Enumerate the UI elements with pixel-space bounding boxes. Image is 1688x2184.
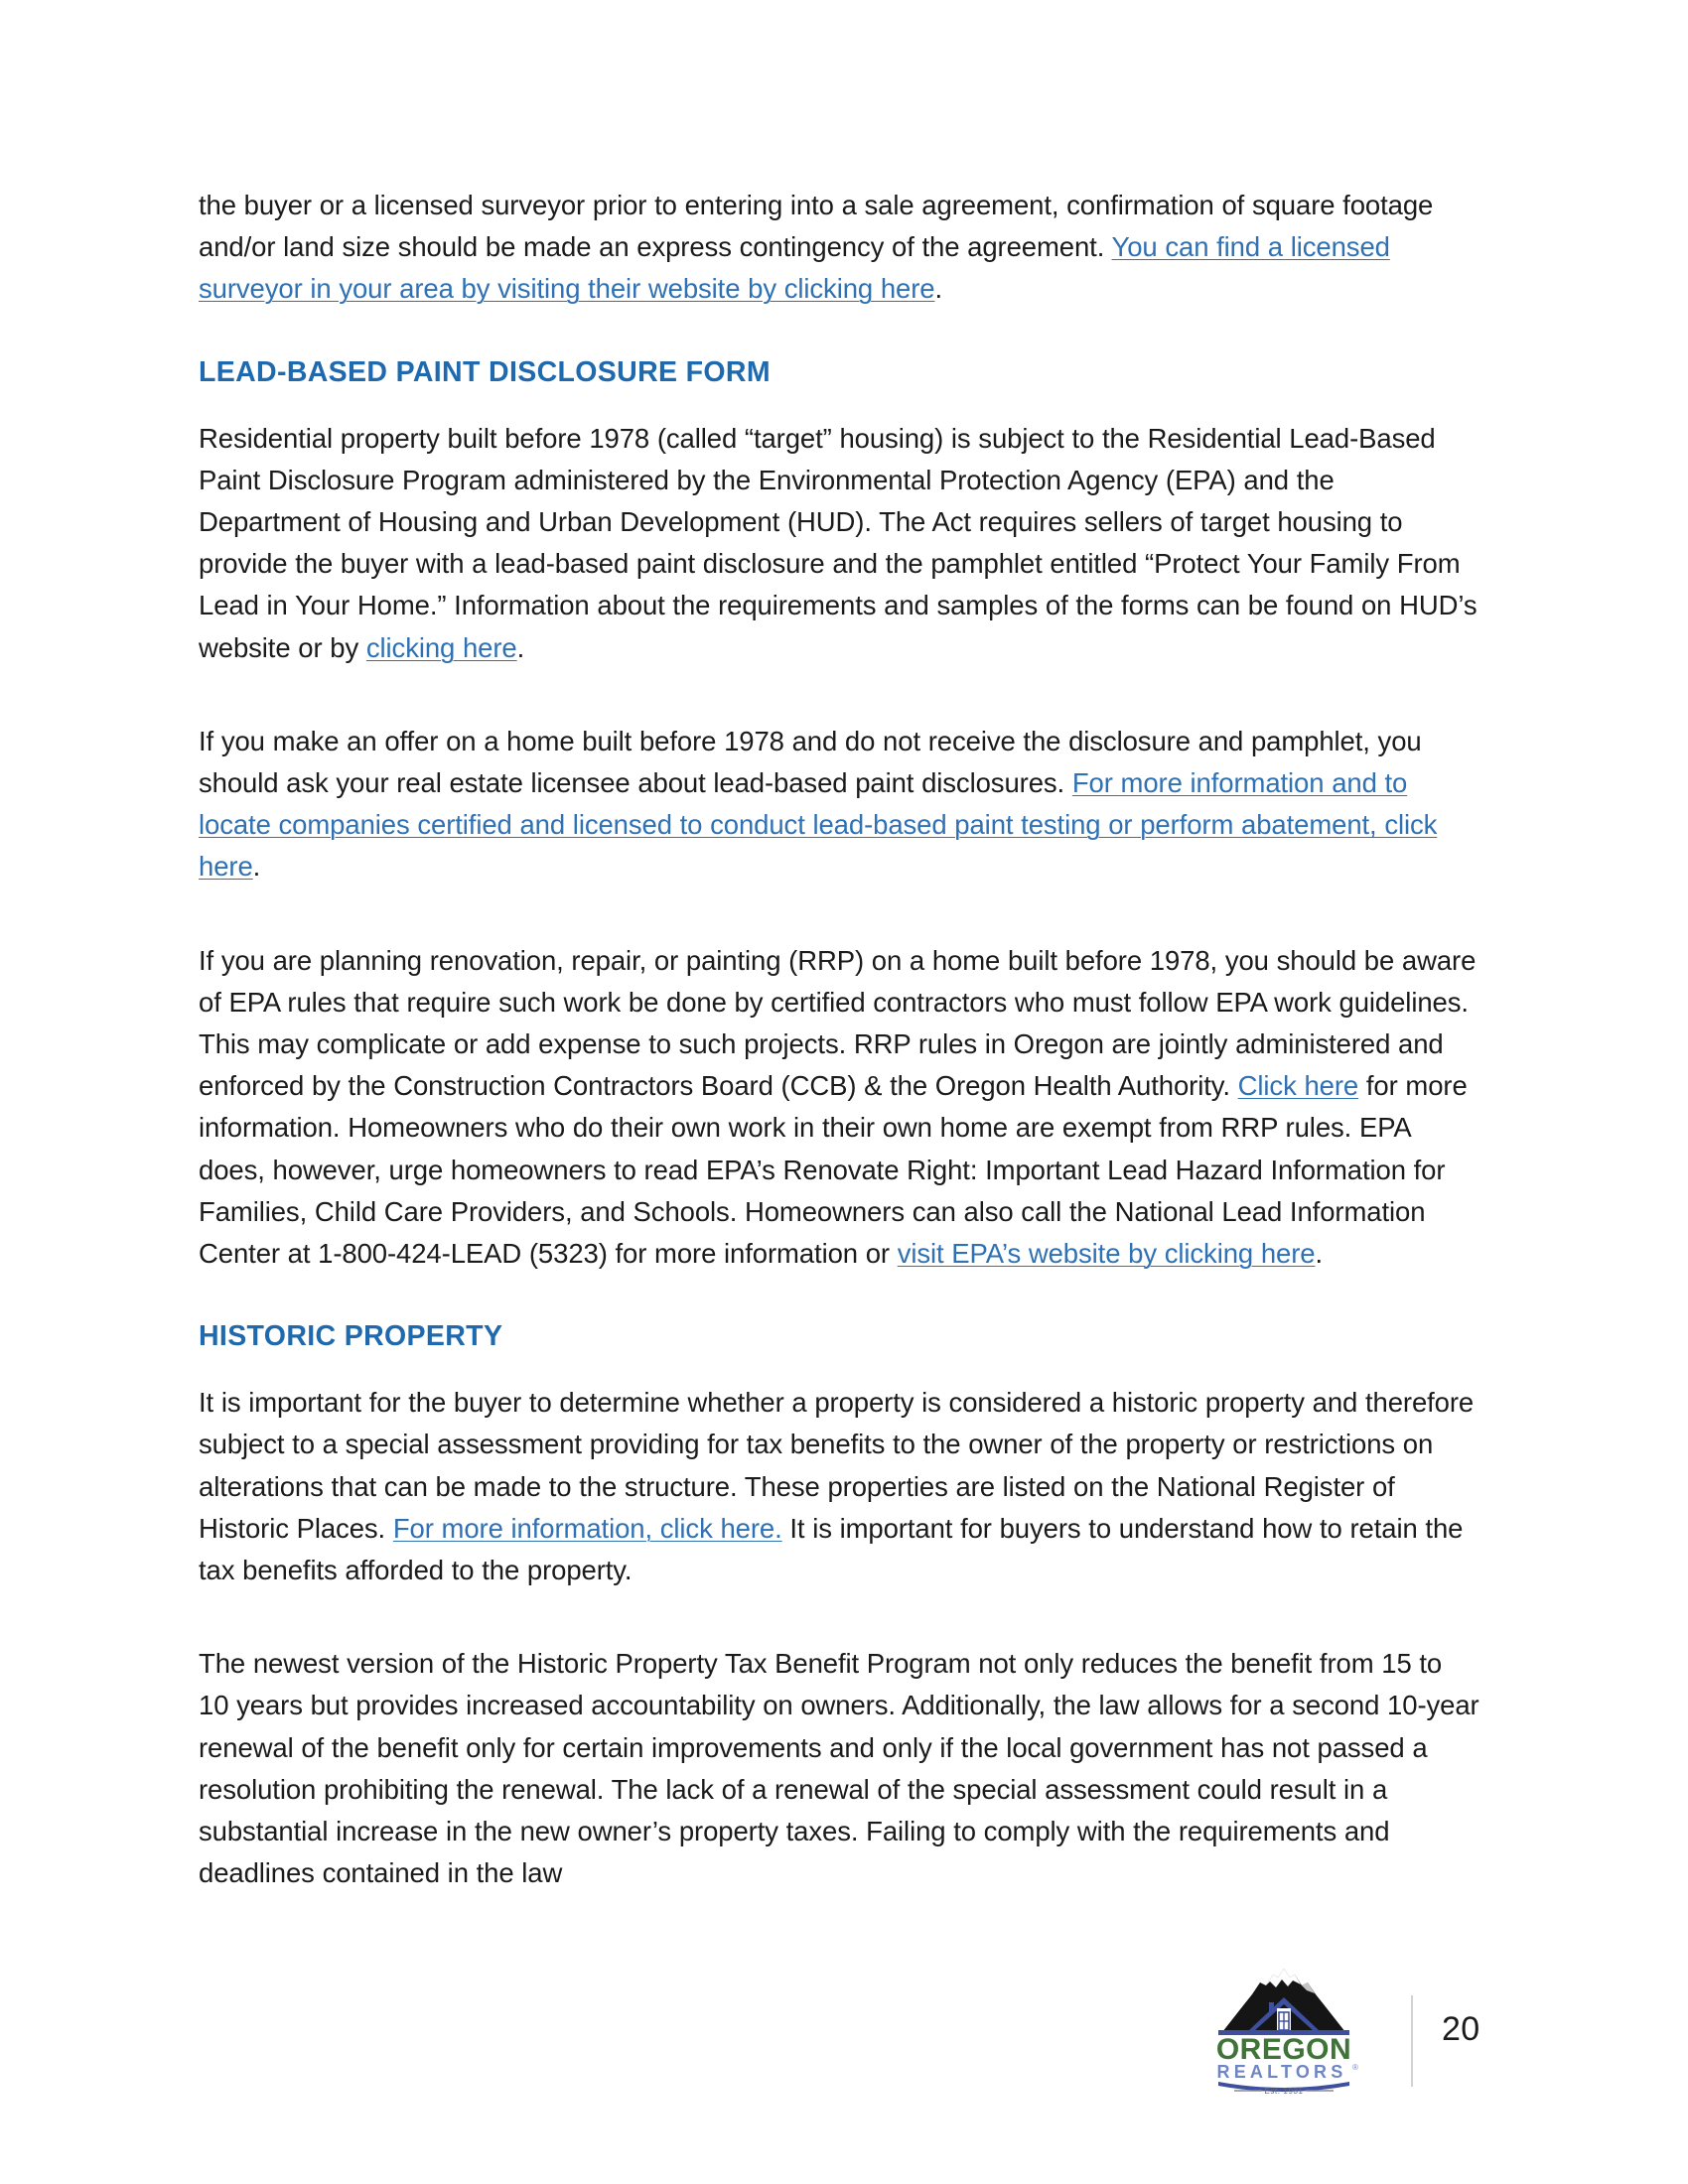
paragraph-rrp-rules <box>199 940 1479 1276</box>
paragraph-text-tail: It is important for buyers to understand how to retain the tax benefits afforded to the property. <box>199 1512 1464 1586</box>
paragraph-text: Residential property built before 1978 (called “target” housing) is subject to the Residential Lead-Based Paint Disclosure Program administered by the Environmental Protection Agency (EPA) and the Department of Housing and Urban Development (HUD). The Act requires sellers of target housing to provide the buyer with a lead-based paint disclosure and the pamphlet entitled “Protect Your Family From Lead in Your Home.” Information about the requirements and samples of the forms can be found on HUD’s website or by <box>199 422 1477 663</box>
spacer <box>199 1275 1479 1318</box>
link-certified-abatement-companies[interactable]: For more information and to locate companies certified and licensed to conduct lead-based paint testing or perform abatement, click here <box>199 767 1438 883</box>
logo-established-year: Est. 1931 <box>1264 2087 1304 2095</box>
paragraph-text-tail: . <box>934 273 943 305</box>
paragraph-lead-paint-overview <box>199 418 1479 669</box>
spacer <box>199 888 1479 940</box>
link-national-register-more-information[interactable]: For more information, click here. <box>392 1512 782 1544</box>
paragraph-text-tail: . <box>1315 1238 1324 1270</box>
spacer <box>199 390 1479 418</box>
logo-registered-mark: ® <box>1352 2063 1358 2072</box>
logo-word-oregon: OREGON <box>1215 2033 1352 2066</box>
spacer <box>199 311 1479 354</box>
page-content <box>199 185 1479 1895</box>
logo-artwork <box>1195 1961 1373 2095</box>
footer-divider-rule <box>1411 1995 1413 2087</box>
paragraph-text-middle: for more information. Homeowners who do their own work in their own home are exempt from RRP rules. EPA does, however, urge homeowners to read EPA’s Renovate Right: Important Lead Hazard Information for Families, Child Care Providers, and Schools. Homeowners can also call the National Lead Information Center at 1-800-424-LEAD (5323) for more information or <box>199 1070 1468 1270</box>
paragraph-text: If you are planning renovation, repair, or painting (RRP) on a home built before 1978, you should be aware of EPA rules that require such work be done by certified contractors who must follow EPA work guidelines. This may complicate or add expense to such projects. RRP rules in Oregon are jointly administered and enforced by the Construction Contractors Board (CCB) & the Oregon Health Authority. <box>199 944 1477 1102</box>
spacer <box>199 669 1479 721</box>
logo-word-realtors: REALTORS <box>1216 2062 1347 2082</box>
link-ccb-oha-click-here[interactable]: Click here <box>1237 1070 1359 1102</box>
heading-lead-based-paint-disclosure-form: LEAD-BASED PAINT DISCLOSURE FORM <box>199 355 771 388</box>
paragraph-offer-without-disclosure <box>199 721 1479 888</box>
link-hud-clicking-here[interactable]: clicking here <box>365 631 517 663</box>
paragraph-text: the buyer or a licensed surveyor prior to entering into a sale agreement, confirmation of square footage and/or land size should be made an express contingency of the agreement. <box>199 190 1434 263</box>
heading-historic-property: HISTORIC PROPERTY <box>199 1320 503 1353</box>
spacer <box>199 1354 1479 1382</box>
oregon-realtors-logo <box>1195 1961 1373 2095</box>
paragraph-historic-property-overview <box>199 1382 1479 1591</box>
chimney <box>1269 2002 1274 2012</box>
paragraph-text: It is important for the buyer to determine whether a property is considered a historic property and therefore subject to a special assessment providing for tax benefits to the owner of the property or restrictions on alterations that can be made to the structure. These properties are listed on the National Register of Historic Places. <box>199 1387 1475 1544</box>
link-epa-website[interactable]: visit EPA’s website by clicking here <box>897 1238 1316 1270</box>
paragraph-text-tail: . <box>252 851 261 883</box>
link-find-licensed-surveyor[interactable]: You can find a licensed surveyor in your area by visiting their website by clicking here <box>199 231 1390 305</box>
spacer <box>199 1591 1479 1643</box>
paragraph-surveyor-contingency <box>199 185 1479 311</box>
page-number: 20 <box>1442 2010 1480 2048</box>
paragraph-historic-tax-benefit-program: The newest version of the Historic Property Tax Benefit Program not only reduces the benefit from 15 to 10 years but provides increased accountability on owners. Additionally, the law allows for a second 10-year renewal of the benefit only for certain improvements and only if the local government has not passed a resolution prohibiting the renewal. The lack of a renewal of the special assessment could result in a substantial increase in the new owner’s property taxes. Failing to comply with the requirements and deadlines contained in the law <box>199 1648 1479 1889</box>
paragraph-text-tail: . <box>516 631 525 663</box>
paragraph-text: If you make an offer on a home built before 1978 and do not receive the disclosure and pamphlet, you should ask your real estate licensee about lead-based paint disclosures. <box>199 725 1422 799</box>
